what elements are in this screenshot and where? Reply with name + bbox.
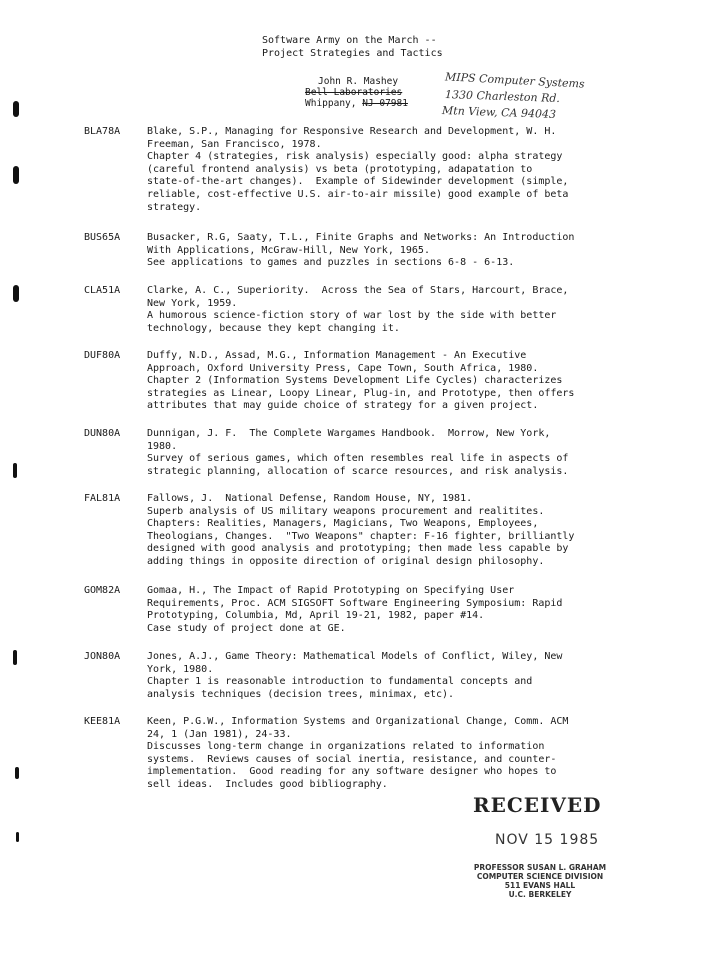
reference-line: Chapter 1 is reasonable introduction to fundamental concepts and	[147, 676, 533, 688]
reference-line: Keen, P.G.W., Information Systems and Organizational Change, Comm. ACM	[147, 716, 569, 727]
reference-key: BLA78A	[84, 126, 121, 137]
reference-entry-fal81a	[147, 493, 677, 569]
reference-line: Freeman, San Francisco, 1978.	[147, 138, 322, 150]
reference-line: technology, because they kept changing it.	[147, 322, 400, 334]
reference-line: Busacker, R.G, Saaty, T.L., Finite Graphs and Networks: An Introduction	[147, 232, 575, 243]
reference-line: Blake, S.P., Managing for Responsive Research and Development, W. H.	[147, 126, 557, 137]
reference-line: Chapters: Realities, Managers, Magicians, Two Weapons, Employees,	[147, 518, 539, 530]
reference-line: implementation. Good reading for any software designer who hopes to	[147, 766, 557, 778]
reference-line: Survey of serious games, which often resembles real life in aspects of	[147, 453, 569, 465]
reference-line: Discusses long-term change in organizations related to information	[147, 741, 545, 753]
author-name: John R. Mashey	[318, 76, 399, 87]
reference-line: sell ideas. Includes good bibliography.	[147, 778, 388, 790]
reference-line: 1980.	[147, 440, 178, 452]
reference-line: Approach, Oxford University Press, Cape Town, South Africa, 1980.	[147, 362, 539, 374]
reference-line: Jones, A.J., Game Theory: Mathematical Models of Conflict, Wiley, New	[147, 651, 563, 662]
reference-line: strategies as Linear, Loopy Linear, Plug-in, and Prototype, then offers	[147, 387, 575, 399]
reference-line: Requirements, Proc. ACM SIGSOFT Software Engineering Symposium: Rapid	[147, 597, 563, 609]
reference-line: Duffy, N.D., Assad, M.G., Information Management - An Executive	[147, 350, 527, 361]
reference-line: York, 1980.	[147, 663, 214, 675]
reference-key: BUS65A	[84, 232, 121, 243]
reference-line: Theologians, Changes. "Two Weapons" chapter: F-16 fighter, brilliantly	[147, 530, 575, 542]
reference-key: FAL81A	[84, 493, 121, 504]
reference-line: Superb analysis of US military weapons procurement and realitites.	[147, 505, 545, 517]
reference-key: CLA51A	[84, 285, 121, 296]
reference-line: Gomaa, H., The Impact of Rapid Prototyping on Specifying User	[147, 585, 515, 596]
reference-line: Case study of project done at GE.	[147, 622, 346, 634]
binder-hole-mark	[13, 285, 19, 302]
reference-line: A humorous science-fiction story of war lost by the side with better	[147, 310, 557, 322]
reference-entry-cla51a	[147, 285, 677, 335]
reference-line: adding things in opposite direction of original design philosophy.	[147, 555, 545, 567]
reference-entry-kee81a	[147, 716, 677, 792]
reference-line: 24, 1 (Jan 1981), 24-33.	[147, 728, 292, 740]
binder-hole-mark	[13, 101, 19, 117]
reference-key: JON80A	[84, 651, 121, 662]
reference-entry-jon80a	[147, 651, 677, 701]
reference-key: DUF80A	[84, 350, 121, 361]
reference-line: designed with good analysis and prototyping; then made less capable by	[147, 543, 569, 555]
reference-line: strategic planning, allocation of scarce resources, and risk analysis.	[147, 465, 569, 477]
reference-key: GOM82A	[84, 585, 121, 596]
reference-line: Prototyping, Columbia, Md, April 19-21, 1982, paper #14.	[147, 610, 485, 622]
stamp-line-2: COMPUTER SCIENCE DIVISION	[476, 872, 604, 881]
reference-entry-bus65a	[147, 232, 677, 270]
binder-hole-mark	[15, 767, 19, 779]
stamp-line-3: 511 EVANS HALL	[504, 881, 576, 890]
reference-line: Clarke, A. C., Superiority. Across the Sea of Stars, Harcourt, Brace,	[147, 285, 569, 296]
reference-key: KEE81A	[84, 716, 121, 727]
binder-hole-mark	[13, 166, 19, 184]
document-title	[262, 35, 443, 60]
author-affiliation-struck: Bell Laboratories	[305, 87, 403, 98]
binder-hole-mark	[13, 650, 17, 665]
reference-line: Fallows, J. National Defense, Random House, NY, 1981.	[147, 493, 473, 504]
binder-hole-mark	[16, 832, 19, 842]
author-location-struck-b: NJ 07981	[362, 98, 408, 109]
reference-entry-dun80a	[147, 428, 677, 478]
reference-line: state-of-the-art changes). Example of Sidewinder development (simple,	[147, 176, 569, 188]
reference-line: See applications to games and puzzles in sections 6-8 - 6-13.	[147, 257, 515, 269]
reference-line: attributes that may guide choice of strategy for a given project.	[147, 400, 539, 412]
handwritten-address-line-1: MIPS Computer Systems	[444, 70, 585, 91]
author-location-struck	[305, 98, 408, 109]
stamp-line-4: U.C. BERKELEY	[508, 890, 572, 899]
reference-line: With Applications, McGraw-Hill, New York, 1965.	[147, 244, 430, 256]
reference-key: DUN80A	[84, 428, 121, 439]
reference-line: Dunnigan, J. F. The Complete Wargames Handbook. Morrow, New York,	[147, 428, 551, 439]
reference-line: Chapter 4 (strategies, risk analysis) especially good: alpha strategy	[147, 151, 563, 163]
handwritten-address-line-3: Mtn View, CA 94043	[441, 104, 557, 121]
handwritten-address-line-2: 1330 Charleston Rd.	[444, 87, 561, 106]
reference-line: (careful frontend analysis) vs beta (prototyping, adapatation to	[147, 163, 533, 175]
reference-line: Chapter 2 (Information Systems Development Life Cycles) characterizes	[147, 375, 563, 387]
reference-entry-gom82a	[147, 585, 677, 635]
reference-line: New York, 1959.	[147, 297, 238, 309]
reference-line: strategy.	[147, 201, 202, 213]
reference-line: reliable, cost-effective U.S. air-to-air missile) good example of beta	[147, 188, 569, 200]
received-stamp: RECEIVED	[473, 793, 602, 817]
reference-entry-duf80a	[147, 350, 677, 413]
reference-line: systems. Reviews causes of social inertia, resistance, and counter-	[147, 753, 557, 765]
reference-entry-bla78a	[147, 126, 677, 214]
author-location-struck-a: Whippany,	[305, 98, 363, 109]
received-date: NOV 15 1985	[495, 832, 600, 848]
reference-line: analysis techniques (decision trees, minimax, etc).	[147, 688, 455, 700]
binder-hole-mark	[13, 463, 17, 478]
title-line-2: Project Strategies and Tactics	[262, 47, 443, 59]
stamp-line-1: PROFESSOR SUSAN L. GRAHAM	[473, 863, 607, 872]
title-line-1: Software Army on the March --	[262, 35, 437, 46]
